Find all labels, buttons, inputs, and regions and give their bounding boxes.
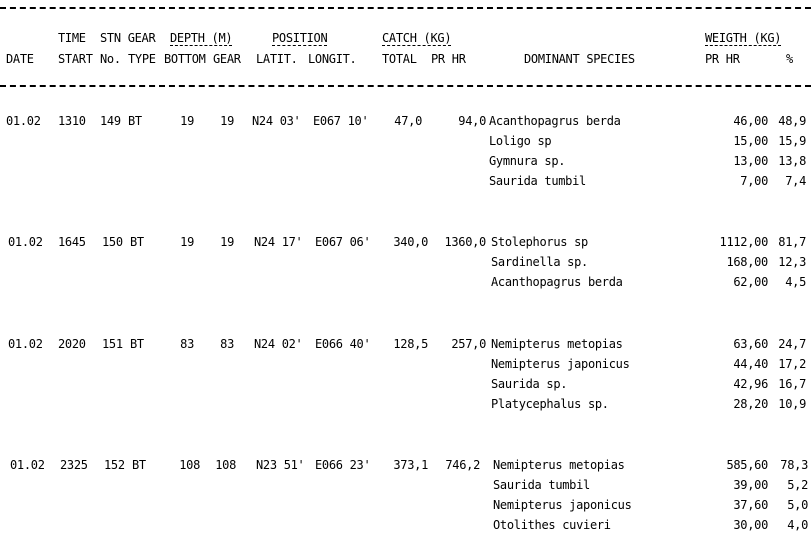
species-name: Otolithes cuvieri	[493, 518, 611, 532]
record-catch-total: 340,0	[393, 235, 428, 249]
record-time-start: 1645	[58, 235, 86, 249]
header-dashed-rule	[0, 85, 811, 87]
header-species: DOMINANT SPECIES	[524, 52, 635, 66]
record-station-no: 150	[102, 235, 123, 249]
record-gear-type: BT	[132, 458, 146, 472]
header-date: DATE	[6, 52, 34, 66]
record-date: 01.02	[8, 337, 43, 351]
record-date: 01.02	[6, 114, 41, 128]
species-percent: 16,7	[778, 377, 806, 391]
species-percent: 7,4	[785, 174, 806, 188]
species-weight: 585,60	[726, 458, 768, 472]
record-bottom-depth: 19	[180, 114, 194, 128]
record-bottom-depth: 19	[180, 235, 194, 249]
record-bottom-depth: 83	[180, 337, 194, 351]
species-percent: 4,5	[785, 275, 806, 289]
record-time-start: 1310	[58, 114, 86, 128]
header-no: No.	[100, 52, 121, 66]
header-time: TIME	[58, 31, 86, 45]
record-date: 01.02	[8, 235, 43, 249]
record-gear-depth: 108	[215, 458, 236, 472]
species-name: Sardinella sp.	[491, 255, 588, 269]
header-depth: DEPTH (M)	[170, 31, 233, 45]
header-longit: LONGIT.	[308, 52, 357, 66]
header-start: START	[58, 52, 93, 66]
species-name: Acanthopagrus berda	[491, 275, 623, 289]
top-dashed-rule	[0, 7, 811, 9]
species-weight: 62,00	[733, 275, 768, 289]
species-name: Saurida tumbil	[493, 478, 590, 492]
header-percent: %	[786, 52, 793, 66]
record-latitude: N24 03'	[252, 114, 301, 128]
record-latitude: N24 17'	[254, 235, 303, 249]
record-bottom-depth: 108	[179, 458, 200, 472]
header-stn-gear: STN GEAR	[100, 31, 156, 45]
species-weight: 7,00	[740, 174, 768, 188]
species-percent: 5,0	[787, 498, 808, 512]
species-weight: 37,60	[733, 498, 768, 512]
species-weight: 28,20	[733, 397, 768, 411]
species-weight: 44,40	[733, 357, 768, 371]
header-type: TYPE	[128, 52, 156, 66]
species-percent: 12,3	[778, 255, 806, 269]
record-longitude: E067 10'	[313, 114, 369, 128]
species-name: Saurida tumbil	[489, 174, 586, 188]
record-catch-prhr: 1360,0	[444, 235, 486, 249]
species-weight: 39,00	[733, 478, 768, 492]
header-position: POSITION	[272, 31, 328, 45]
species-percent: 81,7	[778, 235, 806, 249]
species-weight: 168,00	[726, 255, 768, 269]
record-date: 01.02	[10, 458, 45, 472]
species-percent: 17,2	[778, 357, 806, 371]
species-name: Stolephorus sp	[491, 235, 588, 249]
species-weight: 15,00	[733, 134, 768, 148]
species-name: Loligo sp	[489, 134, 552, 148]
species-percent: 78,3	[780, 458, 808, 472]
header-latit: LATIT.	[256, 52, 298, 66]
record-catch-total: 47,0	[394, 114, 422, 128]
record-station-no: 149	[100, 114, 121, 128]
header-catch: CATCH (KG)	[382, 31, 452, 45]
species-weight: 63,60	[733, 337, 768, 351]
record-catch-prhr: 94,0	[458, 114, 486, 128]
species-name: Nemipterus japonicus	[493, 498, 632, 512]
species-name: Nemipterus metopias	[493, 458, 625, 472]
species-percent: 4,0	[787, 518, 808, 532]
record-station-no: 152	[104, 458, 125, 472]
species-weight: 46,00	[733, 114, 768, 128]
species-percent: 48,9	[778, 114, 806, 128]
record-latitude: N24 02'	[254, 337, 303, 351]
header-bottom: BOTTOM	[164, 52, 206, 66]
record-gear-depth: 19	[220, 235, 234, 249]
species-percent: 15,9	[778, 134, 806, 148]
record-catch-prhr: 257,0	[451, 337, 486, 351]
species-percent: 13,8	[778, 154, 806, 168]
record-station-no: 151	[102, 337, 123, 351]
species-weight: 30,00	[733, 518, 768, 532]
species-weight: 42,96	[733, 377, 768, 391]
record-time-start: 2020	[58, 337, 86, 351]
species-name: Nemipterus japonicus	[491, 357, 630, 371]
record-gear-type: BT	[130, 337, 144, 351]
record-longitude: E066 40'	[315, 337, 371, 351]
species-weight: 1112,00	[719, 235, 768, 249]
species-name: Acanthopagrus berda	[489, 114, 621, 128]
species-percent: 24,7	[778, 337, 806, 351]
record-gear-depth: 19	[220, 114, 234, 128]
species-name: Platycephalus sp.	[491, 397, 609, 411]
record-catch-total: 128,5	[393, 337, 428, 351]
species-name: Gymnura sp.	[489, 154, 566, 168]
record-latitude: N23 51'	[256, 458, 305, 472]
header-weigth: WEIGTH (KG)	[705, 31, 782, 45]
species-name: Saurida sp.	[491, 377, 568, 391]
species-name: Nemipterus metopias	[491, 337, 623, 351]
header-prhr: PR HR	[431, 52, 466, 66]
record-longitude: E067 06'	[315, 235, 371, 249]
record-longitude: E066 23'	[315, 458, 371, 472]
species-percent: 5,2	[787, 478, 808, 492]
record-gear-type: BT	[130, 235, 144, 249]
record-gear-depth: 83	[220, 337, 234, 351]
record-gear-type: BT	[128, 114, 142, 128]
species-weight: 13,00	[733, 154, 768, 168]
header-gear: GEAR	[213, 52, 241, 66]
record-catch-total: 373,1	[393, 458, 428, 472]
species-percent: 10,9	[778, 397, 806, 411]
header-weigth-prhr: PR HR	[705, 52, 740, 66]
record-catch-prhr: 746,2	[445, 458, 480, 472]
header-total: TOTAL	[382, 52, 417, 66]
record-time-start: 2325	[60, 458, 88, 472]
